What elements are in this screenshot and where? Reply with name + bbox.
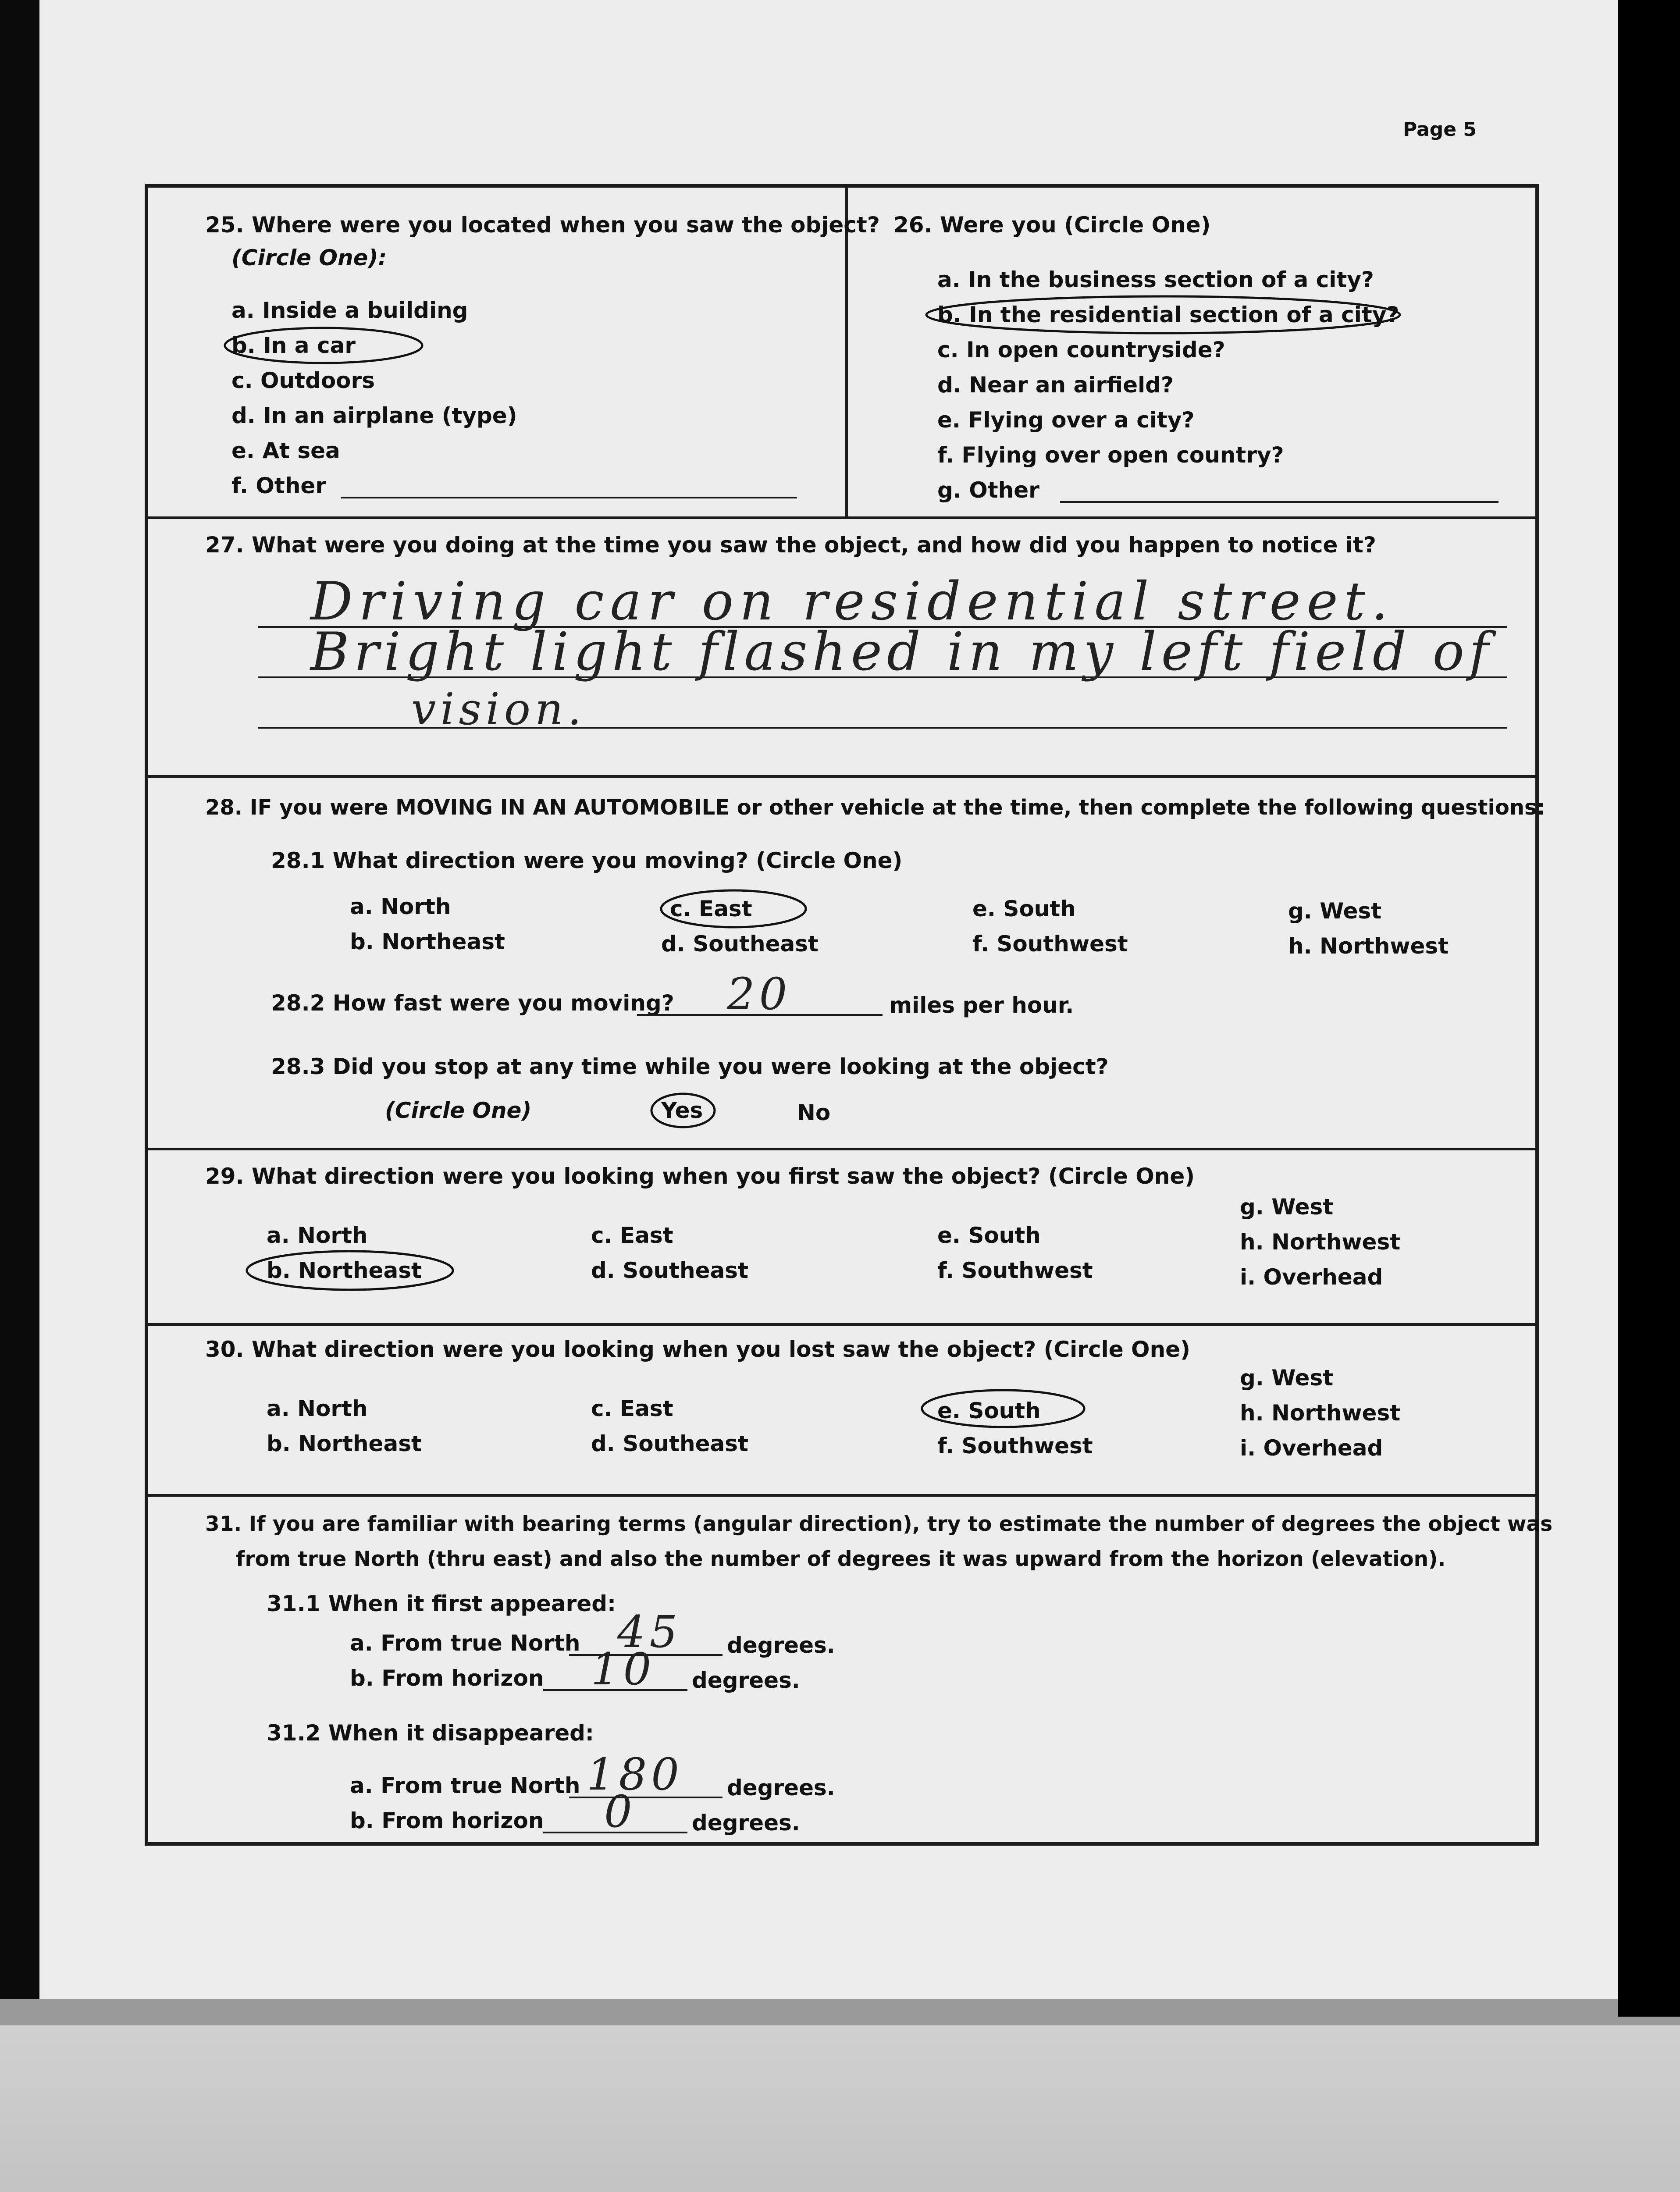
q30-option-f[interactable]: f. Southwest xyxy=(937,1433,1093,1459)
q25-option-b[interactable]: b. In a car xyxy=(231,333,356,358)
q30-option-b[interactable]: b. Northeast xyxy=(267,1431,422,1456)
q26-circle-mark xyxy=(924,293,1402,337)
divider-row-31 xyxy=(148,1494,1538,1497)
scanner-edge xyxy=(0,1999,1680,2025)
q31-2-a-value: 180 xyxy=(587,1749,683,1800)
q31-2-label: 31.2 When it disappeared: xyxy=(267,1720,594,1746)
q28-1-option-d[interactable]: d. Southeast xyxy=(661,931,819,957)
q26-option-c[interactable]: c. In open countryside? xyxy=(937,337,1225,363)
divider-row-30 xyxy=(148,1323,1538,1326)
q31-1-a-value: 45 xyxy=(617,1606,682,1658)
q28-1-option-f[interactable]: f. Southwest xyxy=(972,931,1128,957)
q31-2-b-label: b. From horizon xyxy=(350,1808,544,1833)
q27-answer-line-2: Bright light flashed in my left field of xyxy=(310,622,1494,683)
q28-3-yes[interactable]: Yes xyxy=(661,1098,703,1123)
q29-option-b[interactable]: b. Northeast xyxy=(267,1258,422,1283)
q29-option-i[interactable]: i. Overhead xyxy=(1240,1264,1383,1290)
q31-2-a-unit: degrees. xyxy=(727,1775,835,1801)
q31-question-line-2: from true North (thru east) and also the number of degrees it was upward from the horizon (elevation). xyxy=(236,1547,1446,1571)
form-frame xyxy=(145,184,1553,1846)
q30-option-g[interactable]: g. West xyxy=(1240,1365,1334,1391)
q28-3-circle-mark xyxy=(648,1089,718,1132)
q26-option-b[interactable]: b. In the residential section of a city? xyxy=(937,302,1399,327)
q28-1-circle-mark xyxy=(659,887,808,931)
q28-3-no[interactable]: No xyxy=(797,1100,831,1125)
q26-option-g[interactable]: g. Other xyxy=(937,477,1039,503)
q28-1-option-h[interactable]: h. Northwest xyxy=(1288,933,1449,959)
q31-2-b-value: 0 xyxy=(604,1786,637,1837)
q25-question: 25. Where were you located when you saw the object? xyxy=(205,212,880,238)
q28-1-option-a[interactable]: a. North xyxy=(350,894,451,919)
q25-option-a[interactable]: a. Inside a building xyxy=(231,298,468,323)
q31-2-b-unit: degrees. xyxy=(692,1810,800,1836)
q25-other-line[interactable] xyxy=(341,497,797,498)
q31-1-a-unit: degrees. xyxy=(727,1633,835,1658)
q29-option-h[interactable]: h. Northwest xyxy=(1240,1229,1401,1255)
q31-1-b-unit: degrees. xyxy=(692,1668,800,1693)
q27-answer-line-3: vision. xyxy=(411,683,586,735)
q31-question-line-1: 31. If you are familiar with bearing terms (angular direction), try to estimate the number of degrees the object was xyxy=(205,1512,1553,1536)
q26-option-a[interactable]: a. In the business section of a city? xyxy=(937,267,1374,292)
q29-circle-mark xyxy=(245,1249,455,1292)
q25-circle-mark xyxy=(223,326,424,365)
scan-shadow xyxy=(1618,0,1680,2017)
q30-option-a[interactable]: a. North xyxy=(267,1396,368,1421)
q28-1-option-g[interactable]: g. West xyxy=(1288,898,1382,924)
q26-other-line[interactable] xyxy=(1060,501,1498,503)
q29-option-a[interactable]: a. North xyxy=(267,1223,368,1248)
q30-option-e[interactable]: e. South xyxy=(937,1398,1041,1423)
q28-1-question: 28.1 What direction were you moving? (Circle One) xyxy=(271,848,903,873)
q30-circle-mark xyxy=(920,1387,1086,1430)
q26-option-f[interactable]: f. Flying over open country? xyxy=(937,442,1284,468)
divider-row-27 xyxy=(148,516,1538,519)
q28-3-instruction: (Circle One) xyxy=(385,1098,532,1123)
q31-1-label: 31.1 When it first appeared: xyxy=(267,1591,616,1616)
q30-question: 30. What direction were you looking when you lost saw the object? (Circle One) xyxy=(205,1337,1190,1362)
q30-option-h[interactable]: h. Northwest xyxy=(1240,1400,1401,1426)
q30-option-i[interactable]: i. Overhead xyxy=(1240,1435,1383,1461)
q29-option-c[interactable]: c. East xyxy=(591,1223,673,1248)
scanner-bed xyxy=(0,1999,1680,2192)
q28-3-question: 28.3 Did you stop at any time while you were looking at the object? xyxy=(271,1054,1109,1079)
q28-1-option-e[interactable]: e. South xyxy=(972,896,1076,922)
q29-question: 29. What direction were you looking when you first saw the object? (Circle One) xyxy=(205,1164,1195,1189)
q29-option-d[interactable]: d. Southeast xyxy=(591,1258,748,1283)
divider-row-28 xyxy=(148,775,1538,778)
divider-row-29 xyxy=(148,1148,1538,1150)
q25-option-c[interactable]: c. Outdoors xyxy=(231,368,375,393)
q25-instruction: (Circle One): xyxy=(231,245,387,270)
q31-2-a-label: a. From true North xyxy=(350,1773,580,1798)
q26-option-d[interactable]: d. Near an airfield? xyxy=(937,372,1174,398)
q30-option-c[interactable]: c. East xyxy=(591,1396,673,1421)
q28-2-question: 28.2 How fast were you moving? xyxy=(271,990,674,1016)
page-number: Page 5 xyxy=(1403,118,1477,141)
q31-1-b-label: b. From horizon xyxy=(350,1665,544,1691)
q30-option-d[interactable]: d. Southeast xyxy=(591,1431,748,1456)
q28-2-unit: miles per hour. xyxy=(889,993,1074,1018)
q29-option-e[interactable]: e. South xyxy=(937,1223,1041,1248)
q26-question: 26. Were you (Circle One) xyxy=(893,212,1211,238)
q25-option-e[interactable]: e. At sea xyxy=(231,438,340,463)
q28-question: 28. IF you were MOVING IN AN AUTOMOBILE or other vehicle at the time, then complete the following questions: xyxy=(205,795,1545,820)
q28-1-option-b[interactable]: b. Northeast xyxy=(350,929,505,954)
form-page xyxy=(39,0,1618,1999)
q29-option-f[interactable]: f. Southwest xyxy=(937,1258,1093,1283)
q27-answer-line-1: Driving car on residential street. xyxy=(310,571,1394,632)
q28-1-option-c[interactable]: c. East xyxy=(670,896,752,922)
q28-2-answer: 20 xyxy=(727,968,792,1020)
q31-1-a-label: a. From true North xyxy=(350,1630,580,1656)
q27-question: 27. What were you doing at the time you saw the object, and how did you happen to notice it? xyxy=(205,532,1376,558)
q29-option-g[interactable]: g. West xyxy=(1240,1194,1334,1220)
q25-option-f[interactable]: f. Other xyxy=(231,473,326,498)
q25-option-d[interactable]: d. In an airplane (type) xyxy=(231,403,517,428)
q31-1-b-value: 10 xyxy=(591,1644,656,1695)
q26-option-e[interactable]: e. Flying over a city? xyxy=(937,407,1195,433)
